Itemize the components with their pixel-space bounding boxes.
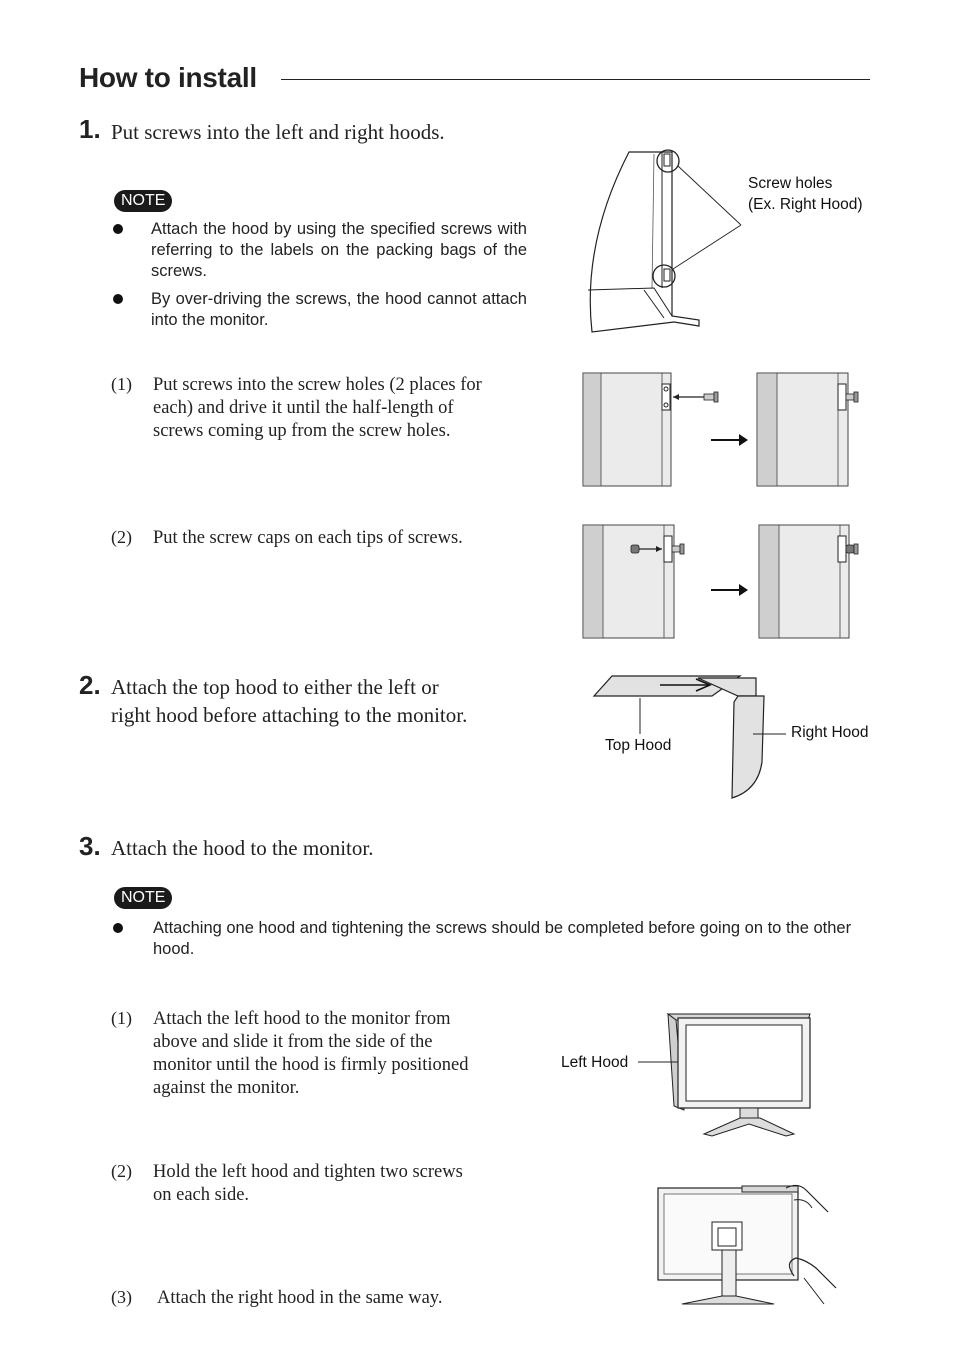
screw-insert-before-illustration xyxy=(582,372,722,488)
screw-insert-after-illustration xyxy=(756,372,866,488)
bullet-icon xyxy=(113,294,123,304)
top-hood-label: Top Hood xyxy=(605,737,672,754)
note-badge: NOTE xyxy=(114,887,172,909)
step-1-number: 1. xyxy=(79,114,101,144)
step-2-text-line: right hood before attaching to the monitor. xyxy=(111,703,468,727)
sub-step-text-line: each) and drive it until the half-length of xyxy=(153,398,454,418)
note-1-bullet-2: By over-driving the screws, the hood cannot attach into the monitor. xyxy=(151,290,527,329)
sub-step-text-line: above and slide it from the side of the xyxy=(153,1032,433,1052)
arrow-right-icon xyxy=(710,580,750,600)
right-hood-label: Right Hood xyxy=(791,724,869,741)
sub-step-text-line: against the monitor. xyxy=(153,1078,300,1098)
screw-holes-label: Screw holes xyxy=(748,175,833,192)
sub-step-text-line: on each side. xyxy=(153,1185,250,1205)
sub-step-text-line: Hold the left hood and tighten two screws xyxy=(153,1162,463,1182)
screw-holes-example-label: (Ex. Right Hood) xyxy=(748,196,863,213)
monitor-left-hood-illustration xyxy=(636,1006,816,1141)
step-3-text: Attach the hood to the monitor. xyxy=(111,836,374,860)
sub-step-text-line: Put screws into the screw holes (2 places for xyxy=(153,375,482,395)
step-1-text: Put screws into the left and right hoods. xyxy=(111,120,445,144)
bullet-icon xyxy=(113,923,123,933)
sub-step-text-line: screws coming up from the screw holes. xyxy=(153,421,451,441)
sub-step-text-line: Put the screw caps on each tips of screws. xyxy=(153,528,463,548)
step-3-number: 3. xyxy=(79,831,101,861)
sub-step-number: (2) xyxy=(111,1161,132,1181)
arrow-right-icon xyxy=(710,430,750,450)
sub-step-number: (1) xyxy=(111,374,132,394)
note-2-bullet-1: Attaching one hood and tightening the screws should be completed before going on to the other hood. xyxy=(153,919,852,958)
sub-step-number: (2) xyxy=(111,527,132,547)
left-hood-label: Left Hood xyxy=(561,1054,629,1071)
page-title: How to install xyxy=(79,62,257,93)
note-badge: NOTE xyxy=(114,190,172,212)
step-2-text-line: Attach the top hood to either the left or xyxy=(111,675,439,699)
sub-step-text-line: Attach the right hood in the same way. xyxy=(157,1288,443,1308)
monitor-back-tighten-screws-illustration xyxy=(656,1182,846,1312)
sub-step-text-line: Attach the left hood to the monitor from xyxy=(153,1009,451,1029)
sub-step-number: (1) xyxy=(111,1008,132,1028)
screw-cap-before-illustration xyxy=(582,524,692,640)
screw-cap-after-illustration xyxy=(758,524,868,640)
note-1-bullet-1: Attach the hood by using the specified screws with referring to the labels on the packing bags of the screws. xyxy=(151,220,527,280)
bullet-icon xyxy=(113,224,123,234)
sub-step-number: (3) xyxy=(111,1287,132,1307)
sub-step-text-line: monitor until the hood is firmly positioned xyxy=(153,1055,469,1075)
step-2-number: 2. xyxy=(79,670,101,700)
title-rule xyxy=(281,79,870,80)
screw-hole-callout xyxy=(654,148,764,298)
